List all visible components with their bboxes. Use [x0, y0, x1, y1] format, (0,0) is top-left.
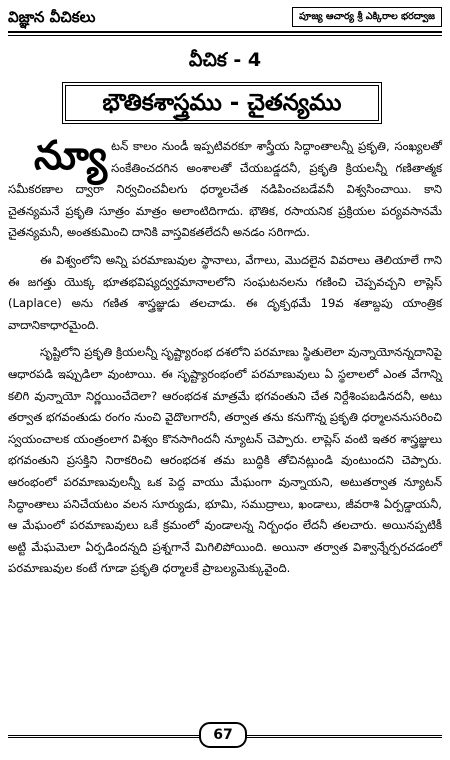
chapter-title: భౌతికశాస్త్రము - చైతన్యము	[102, 90, 342, 116]
book-title: విజ్ఞాన వీచికలు	[8, 8, 96, 26]
drop-cap: న్యూ	[34, 133, 108, 179]
header-rule-thin	[8, 35, 442, 36]
body-text	[8, 133, 442, 586]
chapter-title-box	[62, 82, 382, 124]
header-rule	[8, 31, 442, 33]
author-box: పూజ్య ఆచార్య శ్రీ ఎక్కిరాల భరద్వాజ	[292, 7, 442, 27]
page-header	[8, 6, 442, 30]
paragraph-1	[8, 133, 442, 244]
paragraph-text: టన్ కాలం నుండీ ఇప్పటివరకూ శాస్త్రీయ సిద్ధాంతాలన్నీ ప్రకృతి, సంఖ్యలతో సంకేతించదగిన అంశాలతో చేయబడ్డదనీ, ప్రకృతి క్రియలన్నీ గణితాత్మక సమీకరణాల ద్వారా నిర్వచించవీలగు ధర్మాలచేత నడిపించబడేవనీ విశ్వసించాయి. కాని చైతన్యమనే ప్రకృతి సూత్రం మాత్రం అలాంటిదిగాదు. భౌతిక, రసాయనిక ప్రక్రియల పర్యవసానమే చైతన్యమనీ, అంతకుమించి దానికి వాస్తవికతలేదనీ అనడం సరిగాదు.	[8, 139, 442, 240]
page-number: 67	[199, 722, 247, 748]
paragraph-2: ఈ విశ్వంలోని అన్ని పరమాణువుల స్థానాలు, వేగాలు, మొదలైన వివరాలు తెలియాలే గాని ఈ జగత్తు యొక్క భూతభవిష్యద్వర్తమానాలలోని సంఘటనలను గణించి చెప్పవచ్చని లాప్లెస్ (Laplace) అను గణిత శాస్త్రజ్ఞుడు తలచాడు. ఈ దృక్పథమే 19వ శతాబ్దపు యాంత్రిక వాదానికాధారమైంది.	[8, 252, 442, 332]
paragraph-3: సృష్టిలోని ప్రకృతి క్రియలన్నీ సృష్ట్యారంభ దశలోని పరమాణు స్థితులెలా వున్నాయోనన్నదానిపై ఆధారపడి ఇప్పుడిలా వుంటాయి. ఈ సృష్ట్యారంభంలో పరమాణువులు ఏ స్థలాలలో ఎంత వేగాన్ని కలిగి వున్నాయో నిర్ణయించేదెలా? ఆరంభదశ మాత్రమే భగవంతుని చేత నిర్దేశింపబడినదనీ, అటు తర్వాత భగవంతుడు రంగం నుంచి వైదొలగారనీ, తర్వాత తను కనుగొన్న ప్రకృతి ధర్మాలననుసరించి స్వయంచాలక యంత్రంలాగ విశ్వం కొనసాగిందనీ న్యూటన్ చెప్పారు. లాప్లెస్ వంటి ఇతర శాస్త్రజ్ఞులు భగవంతుని ప్రసక్తిని నిరాకరించి ఆరంభదశ తమ బుద్ధికి తోచినట్లుండి వుంటుందని చెప్పారు. ఆరంభంలో పరమాణువులన్నీ ఒక పెద్ద వాయు మేఘంగా వున్నాయని, అటుతర్వాత న్యూటన్ సిద్ధాంతాలు పనిచేయటం వలన సూర్యుడు, భూమి, సముద్రాలు, ఖండాలు, జీవరాశి ఏర్పడ్డాయనీ, ఆ మేఘంలో పరమాణువులు ఒకే క్రమంలో వుండాలన్న నిర్బంధం లేదనీ తలచారు. అయినప్పటికీ అట్టి మేఘమెలా ఏర్పడిందన్నది ప్రశ్నగానే మిగిలిపోయింది. అయినా తర్వాత విశ్వాన్నేర్పరచడంలో పరమాణువుల కంటే గూడా ప్రకృతి ధర్మాలకే ప్రాబల్యమెక్కువైంది.	[8, 345, 442, 576]
chapter-number: వీచిక - 4	[188, 49, 262, 71]
